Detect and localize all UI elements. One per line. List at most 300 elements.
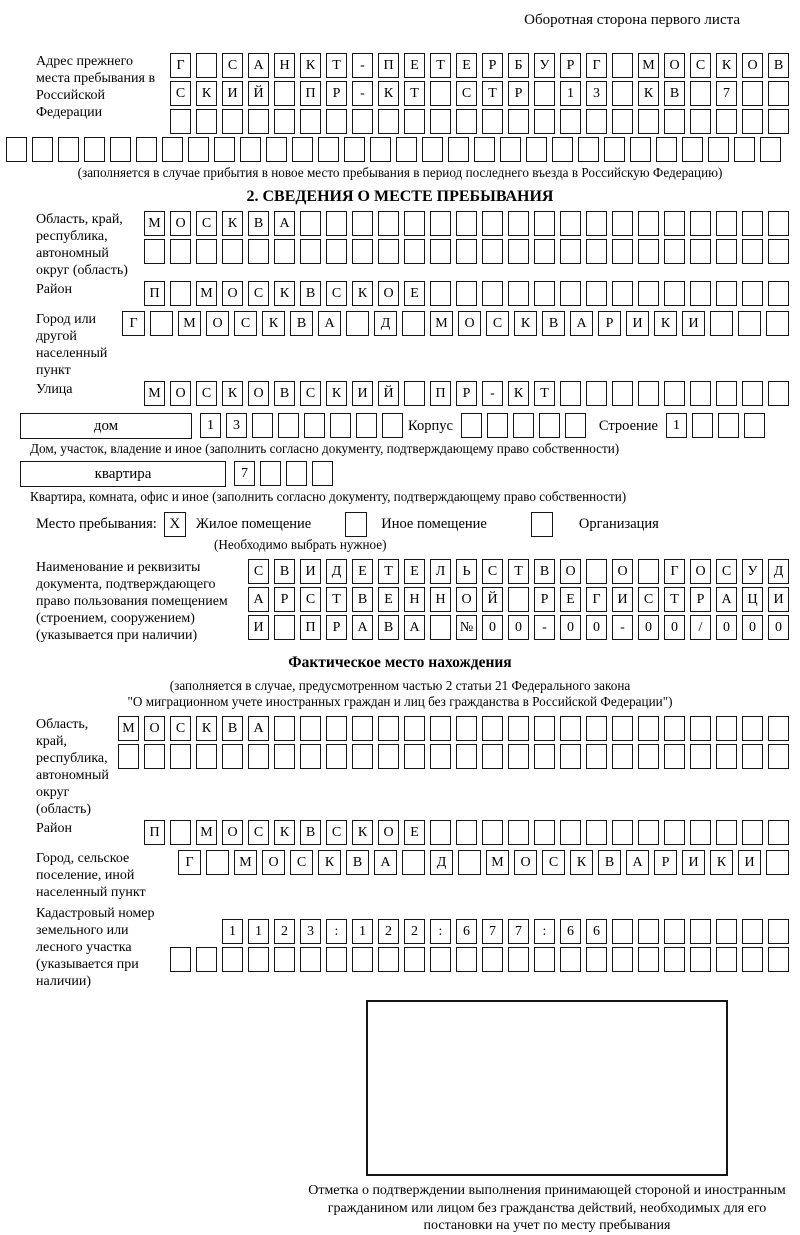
char-cell [144, 744, 165, 769]
cadastre-block [6, 905, 794, 990]
char-cell [508, 947, 529, 972]
char-cell [482, 109, 503, 134]
char-cell: И [248, 615, 269, 640]
char-cell: П [300, 615, 321, 640]
char-cell [382, 413, 403, 438]
char-cell: Р [482, 53, 503, 78]
char-cell [534, 281, 555, 306]
char-cell [456, 109, 477, 134]
char-cell: В [534, 559, 555, 584]
char-cell [404, 744, 425, 769]
char-cell [638, 211, 659, 236]
char-cell: К [710, 850, 733, 875]
char-cell [508, 587, 529, 612]
char-cell [326, 744, 347, 769]
char-cell [612, 281, 633, 306]
char-cell: 7 [508, 919, 529, 944]
char-cell [586, 716, 607, 741]
char-cell: С [482, 559, 503, 584]
char-cell [768, 820, 789, 845]
street-row [6, 381, 794, 409]
char-cell [508, 239, 529, 264]
char-cell: О [262, 850, 285, 875]
char-cell [690, 381, 711, 406]
char-cell [404, 947, 425, 972]
char-cell: С [222, 53, 243, 78]
char-cell [430, 744, 451, 769]
char-cell [370, 137, 391, 162]
prev-address-row-2 [170, 81, 794, 106]
char-cell: 1 [560, 81, 581, 106]
char-cell [586, 947, 607, 972]
doc-row-3 [248, 615, 794, 640]
char-cell [586, 744, 607, 769]
char-cell: 1 [248, 919, 269, 944]
char-cell: Е [404, 559, 425, 584]
prev-address-label: Адрес прежнего места пребывания в Российской Федерации [36, 54, 156, 120]
stamp-caption: Отметка о подтверждении выполнения принимающей стороной и иностранным гражданином или лицом без гражданства действий, необходимых для его постановки на учет по месту пребывания [308, 1183, 786, 1233]
char-cell [474, 137, 495, 162]
char-cell [304, 413, 325, 438]
char-cell: Т [664, 587, 685, 612]
char-cell [578, 137, 599, 162]
char-cell: С [690, 53, 711, 78]
char-cell: С [170, 716, 191, 741]
char-cell [716, 281, 737, 306]
char-cell [326, 716, 347, 741]
char-cell: К [196, 81, 217, 106]
char-cell: И [626, 311, 649, 336]
char-cell: С [248, 281, 269, 306]
char-cell [430, 947, 451, 972]
char-cell [326, 109, 347, 134]
char-cell: В [664, 81, 685, 106]
char-cell: Е [560, 587, 581, 612]
char-cell [300, 947, 321, 972]
char-cell: И [768, 587, 789, 612]
char-cell: - [482, 381, 503, 406]
char-cell: Г [122, 311, 145, 336]
char-cell [690, 919, 711, 944]
char-cell: Г [586, 587, 607, 612]
street-cells [144, 381, 794, 406]
char-cell [638, 716, 659, 741]
option-residential-label: Жилое помещение [195, 516, 312, 532]
char-cell [248, 239, 269, 264]
char-cell: Р [508, 81, 529, 106]
char-cell [346, 311, 369, 336]
char-cell: В [768, 53, 789, 78]
char-cell: Р [274, 587, 295, 612]
char-cell [300, 211, 321, 236]
char-cell: И [300, 559, 321, 584]
char-cell: 0 [482, 615, 503, 640]
char-cell: О [206, 311, 229, 336]
city-label: Город или другой населенный пункт [36, 312, 108, 378]
char-cell: А [274, 211, 295, 236]
char-cell [312, 461, 333, 486]
char-cell [170, 947, 191, 972]
char-cell [716, 919, 737, 944]
char-cell [768, 109, 789, 134]
char-cell [508, 744, 529, 769]
char-cell: К [352, 281, 373, 306]
char-cell: 0 [586, 615, 607, 640]
char-cell: Т [326, 53, 347, 78]
char-cell [560, 716, 581, 741]
actual-region-row-1 [118, 716, 794, 741]
char-cell: В [346, 850, 369, 875]
char-cell [690, 820, 711, 845]
char-cell [560, 239, 581, 264]
char-cell: С [248, 820, 269, 845]
char-cell: 0 [716, 615, 737, 640]
char-cell: Р [560, 53, 581, 78]
char-cell: 3 [226, 413, 247, 438]
char-cell [404, 716, 425, 741]
actual-location-note-2: "О миграционном учете иностранных граждан и лиц без гражданства в Российской Федерации") [127, 694, 673, 709]
char-cell: Г [170, 53, 191, 78]
char-cell [638, 559, 659, 584]
char-cell [560, 381, 581, 406]
char-cell [352, 239, 373, 264]
char-cell [638, 919, 659, 944]
char-cell: С [326, 820, 347, 845]
char-cell [586, 559, 607, 584]
char-cell [378, 211, 399, 236]
char-cell [170, 820, 191, 845]
char-cell: Т [508, 559, 529, 584]
char-cell [586, 381, 607, 406]
char-cell: А [248, 716, 269, 741]
char-cell: У [742, 559, 763, 584]
char-cell: К [508, 381, 529, 406]
char-cell [352, 716, 373, 741]
district-row [6, 281, 794, 309]
char-cell [638, 947, 659, 972]
char-cell: О [248, 381, 269, 406]
char-cell: В [542, 311, 565, 336]
char-cell: 0 [508, 615, 529, 640]
region-row-2 [144, 239, 794, 264]
char-cell [214, 137, 235, 162]
char-cell [664, 109, 685, 134]
char-cell [196, 744, 217, 769]
section2-title: 2. СВЕДЕНИЯ О МЕСТЕ ПРЕБЫВАНИЯ [246, 188, 554, 205]
char-cell [716, 716, 737, 741]
char-cell [508, 716, 529, 741]
char-cell: К [716, 53, 737, 78]
char-cell [482, 744, 503, 769]
char-cell: К [378, 81, 399, 106]
char-cell [742, 81, 763, 106]
char-cell: Т [378, 559, 399, 584]
char-cell [326, 947, 347, 972]
char-cell [352, 947, 373, 972]
char-cell [612, 239, 633, 264]
char-cell: С [300, 381, 321, 406]
char-cell: О [222, 820, 243, 845]
char-cell: А [318, 311, 341, 336]
char-cell: П [300, 81, 321, 106]
char-cell [690, 239, 711, 264]
char-cell [274, 716, 295, 741]
char-cell [266, 137, 287, 162]
char-cell: М [196, 281, 217, 306]
house-note: Дом, участок, владение и иное (заполнить согласно документу, подтверждающему право собственности) [30, 441, 620, 456]
char-cell: - [352, 81, 373, 106]
char-cell: А [248, 53, 269, 78]
char-cell [352, 211, 373, 236]
char-cell: О [742, 53, 763, 78]
char-cell: В [300, 281, 321, 306]
char-cell [144, 239, 165, 264]
char-cell [534, 820, 555, 845]
char-cell [286, 461, 307, 486]
char-cell [534, 716, 555, 741]
char-cell [482, 716, 503, 741]
char-cell: Р [654, 850, 677, 875]
char-cell [240, 137, 261, 162]
char-cell [768, 239, 789, 264]
char-cell [248, 109, 269, 134]
char-cell: Г [178, 850, 201, 875]
char-cell: Л [430, 559, 451, 584]
char-cell: С [716, 559, 737, 584]
char-cell [456, 239, 477, 264]
char-cell: Н [404, 587, 425, 612]
char-cell [292, 137, 313, 162]
char-cell: С [326, 281, 347, 306]
char-cell [612, 81, 633, 106]
char-cell: Б [508, 53, 529, 78]
char-cell [716, 211, 737, 236]
char-cell: А [404, 615, 425, 640]
char-cell [664, 239, 685, 264]
char-cell: Р [534, 587, 555, 612]
char-cell [534, 947, 555, 972]
char-cell [552, 137, 573, 162]
char-cell: М [118, 716, 139, 741]
char-cell [482, 947, 503, 972]
char-cell: Е [404, 820, 425, 845]
char-cell [526, 137, 547, 162]
char-cell [456, 947, 477, 972]
region-block [6, 211, 794, 279]
char-cell: Ц [742, 587, 763, 612]
char-cell: У [534, 53, 555, 78]
district-label: Район [36, 282, 72, 297]
char-cell: 6 [586, 919, 607, 944]
char-cell [560, 744, 581, 769]
char-cell [482, 211, 503, 236]
char-cell [768, 211, 789, 236]
char-cell [664, 744, 685, 769]
char-cell: Д [430, 850, 453, 875]
char-cell: В [222, 716, 243, 741]
char-cell [742, 211, 763, 236]
char-cell: Й [482, 587, 503, 612]
char-cell: П [430, 381, 451, 406]
char-cell [402, 311, 425, 336]
char-cell [274, 744, 295, 769]
char-cell: 0 [560, 615, 581, 640]
char-cell: А [716, 587, 737, 612]
char-cell [508, 820, 529, 845]
actual-location-title: Фактическое место нахождения [288, 654, 512, 671]
doc-label: Наименование и реквизиты документа, подтверждающего право пользования помещением (строением, сооружением) (указывается при наличии) [36, 560, 228, 643]
char-cell: А [626, 850, 649, 875]
char-cell [274, 615, 295, 640]
char-cell [539, 413, 560, 438]
house-box: дом [20, 413, 192, 439]
prev-address-note: (заполняется в случае прибытия в новое место пребывания в период последнего въезда в Российскую Федерацию) [77, 165, 723, 180]
char-cell [560, 211, 581, 236]
char-cell: 3 [300, 919, 321, 944]
char-cell [378, 744, 399, 769]
char-cell: К [318, 850, 341, 875]
char-cell: Р [456, 381, 477, 406]
doc-row-2 [248, 587, 794, 612]
cadastre-label: Кадастровый номер земельного или лесного участка (указывается при наличии) [36, 906, 155, 989]
char-cell: К [638, 81, 659, 106]
char-cell: Р [598, 311, 621, 336]
char-cell [638, 109, 659, 134]
char-cell: О [612, 559, 633, 584]
actual-city-cells [178, 850, 794, 875]
char-cell [430, 239, 451, 264]
char-cell: 7 [482, 919, 503, 944]
char-cell: : [534, 919, 555, 944]
char-cell: К [300, 53, 321, 78]
char-cell: С [638, 587, 659, 612]
char-cell: М [144, 211, 165, 236]
char-cell: 0 [742, 615, 763, 640]
char-cell [274, 239, 295, 264]
char-cell: В [274, 559, 295, 584]
char-cell [300, 109, 321, 134]
char-cell [430, 109, 451, 134]
char-cell [718, 413, 739, 438]
stay-type-note: (Необходимо выбрать нужное) [214, 537, 387, 552]
char-cell: К [570, 850, 593, 875]
char-cell [487, 413, 508, 438]
char-cell [612, 919, 633, 944]
char-cell [604, 137, 625, 162]
char-cell [742, 919, 763, 944]
char-cell: И [612, 587, 633, 612]
char-cell: О [514, 850, 537, 875]
char-cell [690, 281, 711, 306]
char-cell: А [374, 850, 397, 875]
char-cell [768, 281, 789, 306]
char-cell: Т [326, 587, 347, 612]
char-cell [692, 413, 713, 438]
option-other-premises-label: Иное помещение [381, 516, 487, 532]
char-cell [196, 947, 217, 972]
char-cell: К [352, 820, 373, 845]
char-cell: П [144, 281, 165, 306]
char-cell [690, 947, 711, 972]
district-cells [144, 281, 794, 306]
char-cell: С [290, 850, 313, 875]
actual-city-row [6, 850, 794, 901]
char-cell [565, 413, 586, 438]
char-cell: С [196, 211, 217, 236]
char-cell [222, 744, 243, 769]
char-cell: М [178, 311, 201, 336]
char-cell: К [196, 716, 217, 741]
char-cell [664, 211, 685, 236]
char-cell: К [274, 281, 295, 306]
char-cell [430, 615, 451, 640]
char-cell: Г [664, 559, 685, 584]
char-cell [150, 311, 173, 336]
char-cell [404, 211, 425, 236]
char-cell: О [456, 587, 477, 612]
char-cell [638, 381, 659, 406]
char-cell [378, 109, 399, 134]
char-cell [612, 744, 633, 769]
char-cell [248, 744, 269, 769]
char-cell [716, 109, 737, 134]
char-cell: С [300, 587, 321, 612]
char-cell [534, 744, 555, 769]
korpus-label: Корпус [408, 418, 453, 434]
char-cell: О [690, 559, 711, 584]
char-cell: М [638, 53, 659, 78]
actual-city-label: Город, сельское поселение, иной населенный пункт [36, 851, 146, 900]
char-cell [586, 211, 607, 236]
char-cell: Н [430, 587, 451, 612]
char-cell: О [222, 281, 243, 306]
char-cell [586, 820, 607, 845]
char-cell [356, 413, 377, 438]
char-cell [274, 947, 295, 972]
char-cell: К [222, 381, 243, 406]
char-cell [248, 947, 269, 972]
char-cell: О [170, 381, 191, 406]
char-cell [716, 381, 737, 406]
char-cell [560, 281, 581, 306]
char-cell [456, 744, 477, 769]
char-cell [682, 137, 703, 162]
char-cell: Е [404, 53, 425, 78]
char-cell [136, 137, 157, 162]
char-cell: 1 [666, 413, 687, 438]
stroenie-label: Строение [598, 418, 658, 434]
char-cell [742, 381, 763, 406]
char-cell [560, 109, 581, 134]
char-cell: И [738, 850, 761, 875]
char-cell: К [326, 381, 347, 406]
char-cell [508, 109, 529, 134]
char-cell [456, 281, 477, 306]
char-cell: М [234, 850, 257, 875]
char-cell [206, 850, 229, 875]
char-cell: М [144, 381, 165, 406]
char-cell [513, 413, 534, 438]
char-cell [378, 947, 399, 972]
char-cell: 1 [352, 919, 373, 944]
char-cell [710, 311, 733, 336]
actual-region-block [6, 716, 794, 818]
char-cell: О [144, 716, 165, 741]
char-cell [742, 281, 763, 306]
char-cell [300, 239, 321, 264]
char-cell: Н [274, 53, 295, 78]
char-cell [274, 109, 295, 134]
